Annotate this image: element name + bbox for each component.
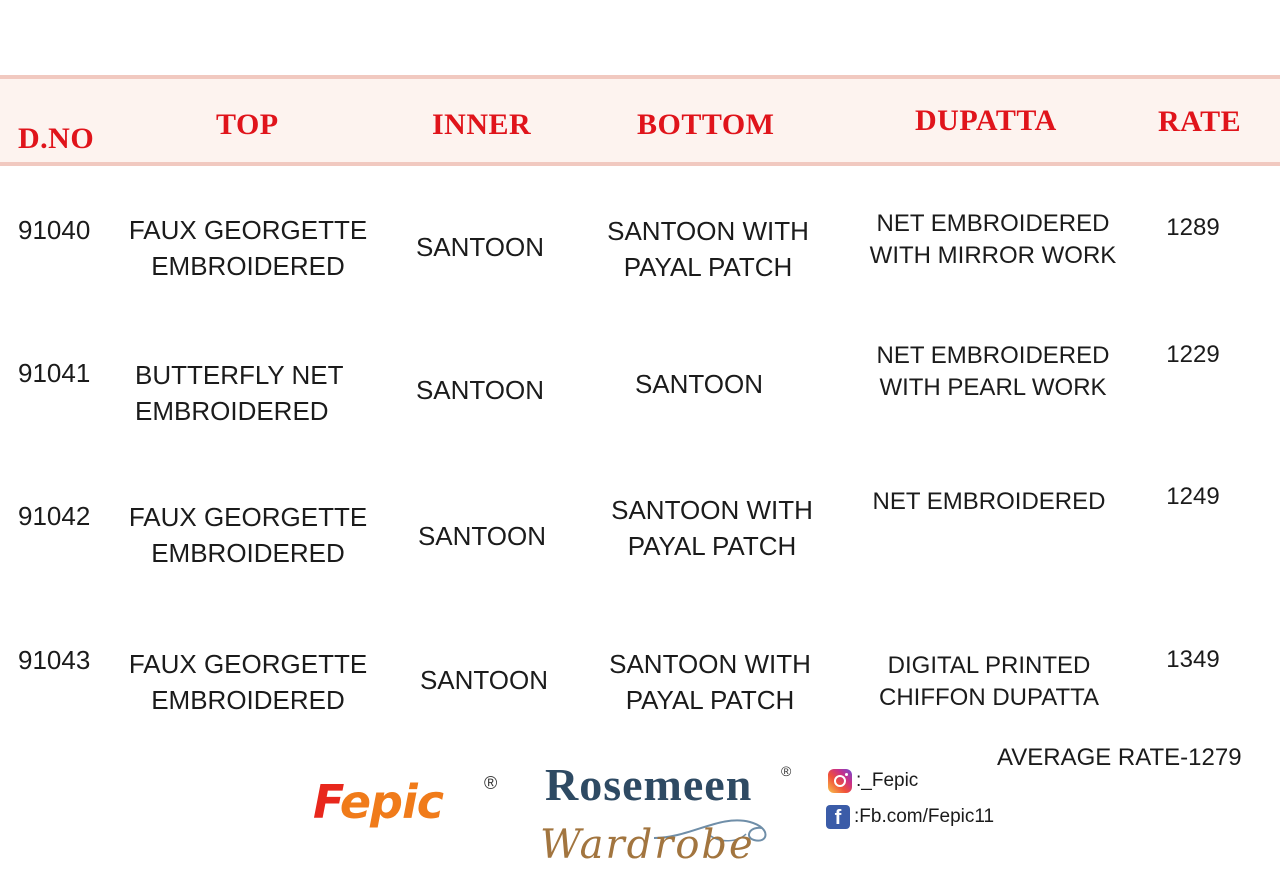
dno-cell: 91040 bbox=[18, 215, 91, 245]
bottom-cell: SANTOON WITH PAYAL PATCH bbox=[611, 495, 813, 561]
top-cell: FAUX GEORGETTE EMBROIDERED bbox=[128, 502, 368, 568]
rate-cell: 1349 bbox=[1166, 646, 1220, 673]
dupatta-cell: NET EMBROIDERED bbox=[872, 488, 1106, 515]
header-dno: D.NO bbox=[18, 122, 95, 155]
rate-cell: 1229 bbox=[1166, 341, 1220, 368]
registered-mark: ® bbox=[781, 763, 792, 779]
header-top: TOP bbox=[216, 108, 279, 141]
instagram-icon bbox=[828, 769, 852, 793]
registered-mark: ® bbox=[484, 773, 498, 793]
dupatta-cell: NET EMBROIDERED WITH PEARL WORK bbox=[876, 342, 1110, 401]
rosemeen-logo: Rosemeen bbox=[545, 759, 753, 810]
top-cell: BUTTERFLY NET EMBROIDERED bbox=[135, 360, 344, 426]
header-inner: INNER bbox=[432, 108, 532, 141]
inner-cell: SANTOON bbox=[415, 232, 545, 262]
facebook-icon: f bbox=[826, 805, 850, 829]
top-cell: FAUX GEORGETTE EMBROIDERED bbox=[128, 649, 368, 715]
inner-cell: SANTOON bbox=[417, 521, 547, 551]
bottom-cell: SANTOON WITH PAYAL PATCH bbox=[607, 216, 809, 282]
instagram-handle[interactable]: :_Fepic bbox=[828, 769, 918, 793]
inner-cell: SANTOON bbox=[419, 665, 549, 695]
header-bottom: BOTTOM bbox=[637, 108, 775, 141]
header-rate: RATE bbox=[1158, 105, 1242, 138]
dupatta-cell: NET EMBROIDERED WITH MIRROR WORK bbox=[869, 210, 1117, 269]
bottom-cell: SANTOON WITH PAYAL PATCH bbox=[609, 649, 811, 715]
header-dupatta: DUPATTA bbox=[915, 104, 1057, 137]
inner-cell: SANTOON bbox=[415, 375, 545, 405]
dno-cell: 91042 bbox=[18, 501, 91, 531]
bottom-cell: SANTOON bbox=[634, 369, 764, 399]
top-cell: FAUX GEORGETTE EMBROIDERED bbox=[128, 215, 368, 281]
average-rate: AVERAGE RATE-1279 bbox=[997, 744, 1242, 771]
facebook-link[interactable]: f :Fb.com/Fepic11 bbox=[826, 805, 994, 829]
dno-cell: 91041 bbox=[18, 358, 91, 388]
dupatta-cell: DIGITAL PRINTED CHIFFON DUPATTA bbox=[879, 652, 1099, 711]
rate-cell: 1249 bbox=[1166, 483, 1220, 510]
wardrobe-wordmark: Wardrobe bbox=[540, 822, 755, 868]
rate-cell: 1289 bbox=[1166, 214, 1220, 241]
dno-cell: 91043 bbox=[18, 645, 91, 675]
fepic-logo: Fepic bbox=[313, 775, 444, 829]
